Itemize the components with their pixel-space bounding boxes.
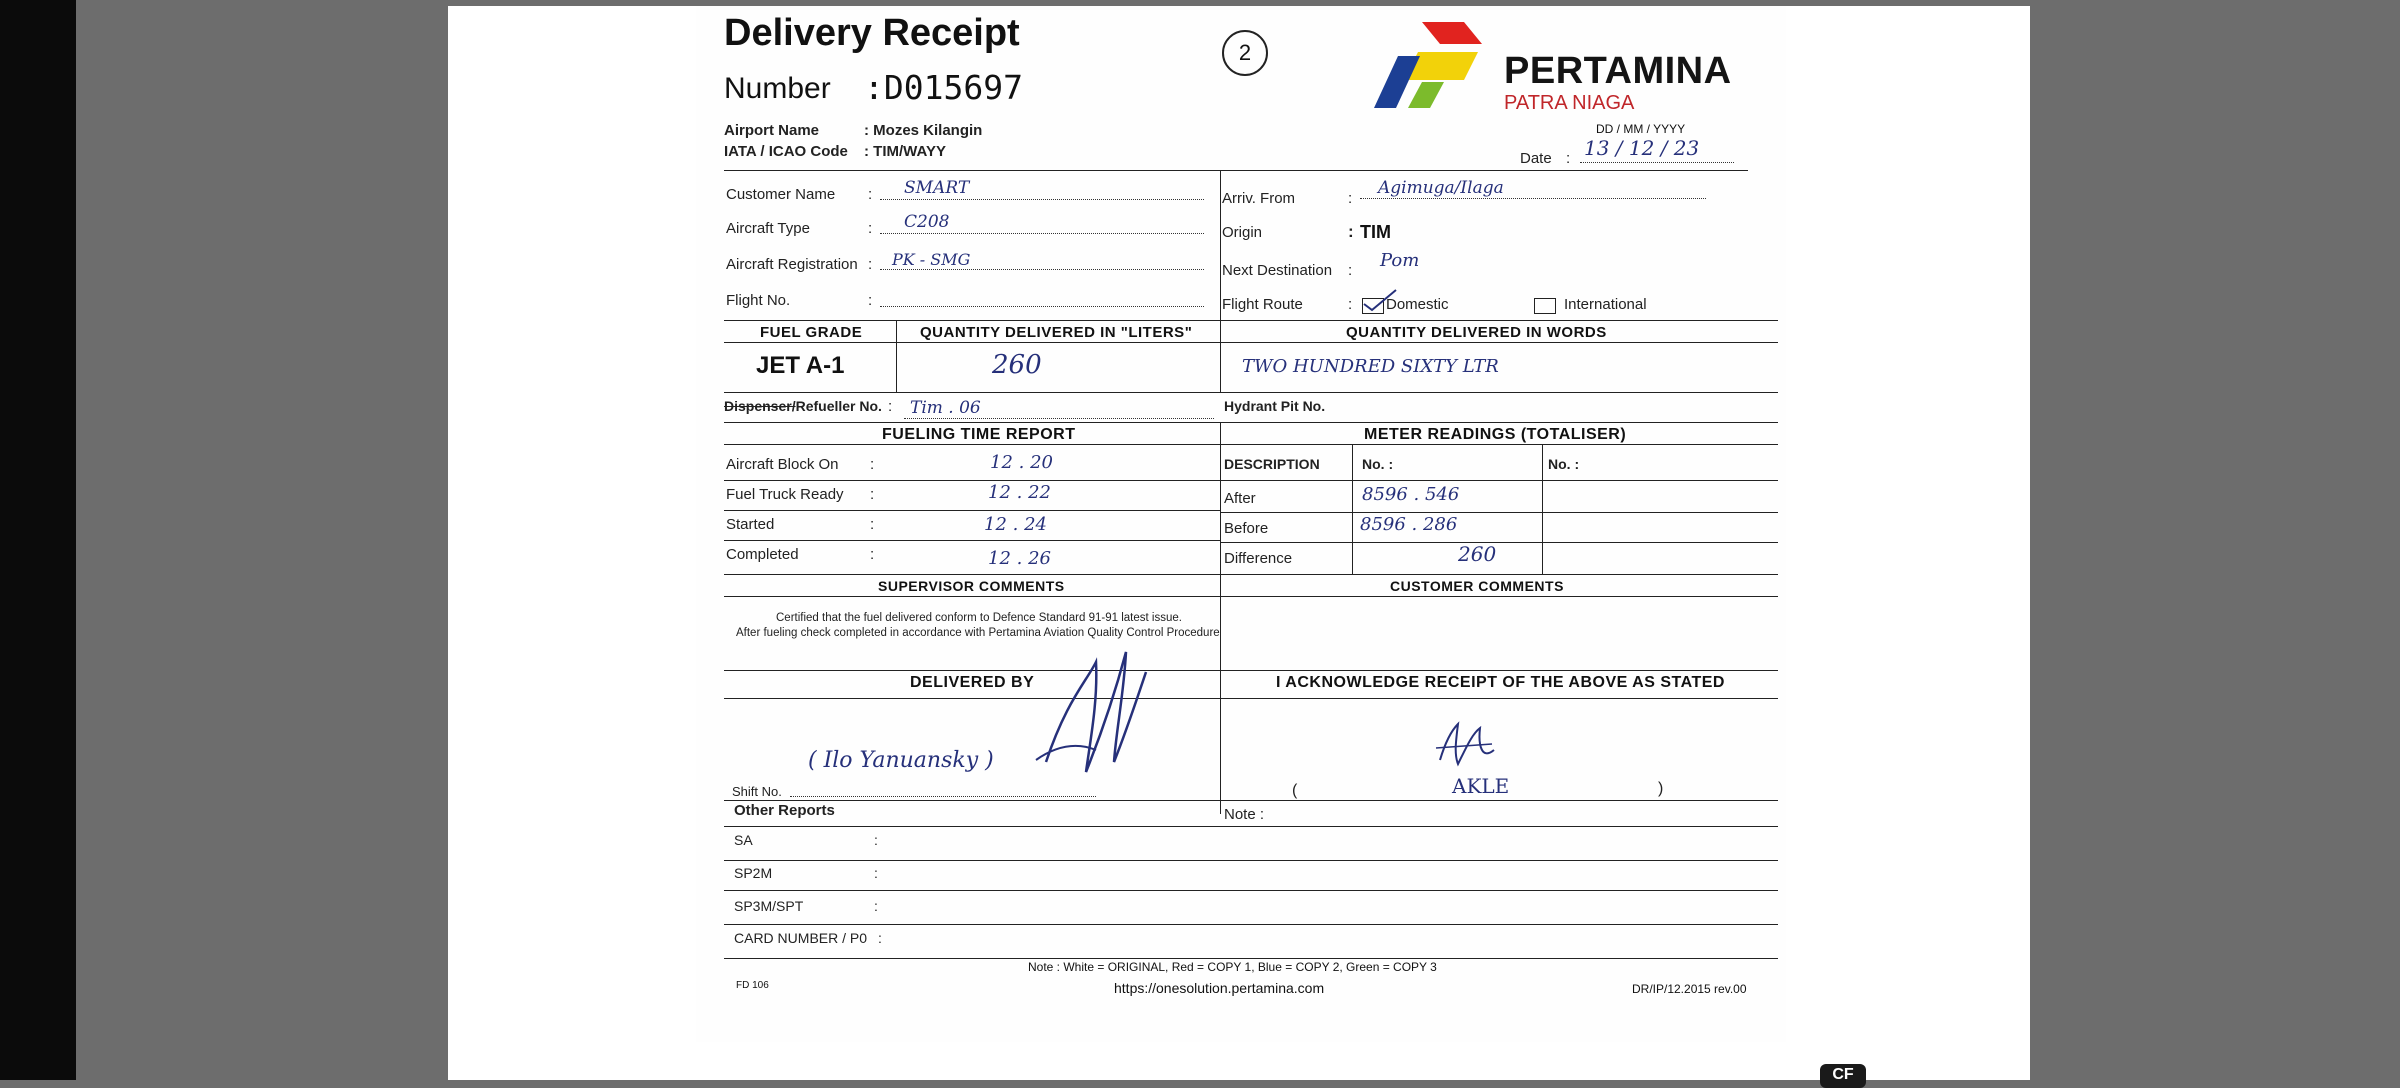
customer-signature-icon [1432, 720, 1502, 776]
qty-words-header: QUANTITY DELIVERED IN WORDS [1346, 324, 1607, 341]
report-row-colon: : [874, 865, 878, 881]
international-label: International [1564, 296, 1647, 313]
qty-liters-header: QUANTITY DELIVERED IN "LITERS" [920, 324, 1193, 341]
meter-col-no-2: No. : [1548, 456, 1580, 472]
meter-row-value: 8596 . 546 [1362, 484, 1460, 505]
meter-row-value: 260 [1458, 542, 1497, 566]
other-reports-label: Other Reports [734, 802, 835, 819]
meter-row-label: Before [1224, 520, 1269, 537]
dispenser-label [724, 398, 882, 414]
date-value: 13 / 12 / 23 [1584, 136, 1700, 160]
paren-close: ) [1658, 780, 1664, 797]
report-row-colon: : [878, 930, 882, 946]
footer-left: FD 106 [736, 980, 769, 991]
acknowledge-header: I ACKNOWLEDGE RECEIPT OF THE ABOVE AS STATED [1276, 674, 1725, 691]
viewer-badge[interactable]: CF [1820, 1064, 1866, 1088]
time-row-label: Completed [726, 546, 799, 563]
meter-row-label: Difference [1224, 550, 1293, 567]
report-row-label: SP2M [734, 865, 773, 881]
time-row-label: Started [726, 516, 775, 533]
footer-right: DR/IP/12.2015 rev.00 [1632, 982, 1747, 996]
report-row-label: SA [734, 832, 753, 848]
flight-route-label: Flight Route [1222, 296, 1303, 313]
aircraft-type-value: C208 [904, 212, 950, 232]
supervisor-comments-header: SUPERVISOR COMMENTS [878, 578, 1065, 594]
time-row-value: 12 . 26 [988, 548, 1051, 569]
time-row-value: 12 . 22 [988, 482, 1051, 503]
dispenser-value: Tim . 06 [910, 398, 981, 418]
aircraft-reg-value: PK - SMG [892, 250, 971, 269]
date-format: DD / MM / YYYY [1596, 122, 1686, 136]
receipt-number: :D015697 [864, 68, 1023, 107]
qty-liters-value: 260 [992, 350, 1042, 380]
meter-col-description: DESCRIPTION [1224, 456, 1320, 472]
flight-no-label: Flight No. [726, 292, 791, 309]
shift-label: Shift No. [732, 784, 782, 799]
report-row-label: CARD NUMBER / P0 [734, 930, 868, 946]
meter-row-label: After [1224, 490, 1256, 507]
date-label: Date [1520, 150, 1552, 167]
dispenser-label-struck: Dispenser/ [724, 398, 796, 414]
meter-col-no-1: No. : [1362, 456, 1394, 472]
meter-row-value: 8596 . 286 [1360, 514, 1458, 535]
paren-open: ( [1292, 782, 1298, 799]
delivery-receipt-scan: Delivery Receipt Number :D015697 2 PERTAMINA PATRA NIAGA Airport Name : Mozes Kilangin IATA / ICAO Code : TIM/WAYY DD / MM / YYYY Date : 13 / 12 / 23 Customer Name : SMART Aircraft Type : C208 Aircraft Registration : PK - SMG Flight No. : Arriv. From : Agimuga/Ilaga Origin : TIM Next Destination : Pom Flight Route : Domestic International FUEL GRADE QUANTITY DELIVERED IN "LITERS" QUANTITY DELIVERED IN WORDS JET A-1 260 TWO HUNDRED SIXTY LTR Dispenser/Refueller No. : Tim . 06 Hydrant Pit No. FUELING TIME REPORT METER READINGS (TOTALISER) Aircraft Block On : 12 . 20 Fuel Truck Ready : 12 . 22 Started : 12 . 24 Completed : 12 . 26 DESCRIPTION No. : No. : After 8596 . 546 Before 8596 . 286 Difference 260 SUPERVISOR COMMENTS CUSTOMER COMMENTS Certified that the fuel delivered conform to Defence Standard 91-91 latest issue. After fueling check completed in accordance with Pertamina Aviation Quality Control Procedure DELIVERED BY I ACKNOWLEDGE RECEIPT OF THE ABOVE AS STATED ( Ilo Yanuansky ) Shift No. AKLE ( ) Other Reports Note : SA : SP2M : SP3M/SPT : CARD NUMBER / P0 : Note : White = ORIGINAL, Red = COPY 1, Blue = COPY 2, Green = COPY 3 FD 106 https://onesolution.pertamina.com DR/IP/12.2015 rev.00 [696, 6, 1786, 1042]
date-dots [1580, 162, 1734, 163]
cert-line-2: After fueling check completed in accordance with Pertamina Aviation Quality Control Procedure [736, 627, 1220, 639]
domestic-label: Domestic [1386, 296, 1449, 313]
iata-label: IATA / ICAO Code [724, 143, 848, 160]
meter-header: METER READINGS (TOTALISER) [1364, 426, 1627, 443]
report-row-colon: : [874, 898, 878, 914]
arriv-from-label: Arriv. From [1222, 190, 1296, 207]
fueling-time-header: FUELING TIME REPORT [882, 426, 1076, 443]
next-dest-label: Next Destination [1222, 262, 1333, 279]
pertamina-logo-icon [1374, 22, 1486, 112]
aircraft-reg-label: Aircraft Registration [726, 256, 858, 273]
refueller-label: Refueller No. [795, 398, 882, 414]
time-row-label: Fuel Truck Ready [726, 486, 844, 503]
next-dest-value: Pom [1380, 250, 1420, 271]
footer-note: Note : White = ORIGINAL, Red = COPY 1, Blue = COPY 2, Green = COPY 3 [1028, 960, 1437, 974]
hydrant-label: Hydrant Pit No. [1224, 398, 1326, 414]
delivered-name: ( Ilo Yanuansky ) [808, 748, 994, 773]
international-checkbox[interactable] [1534, 298, 1556, 314]
customer-signature-name: AKLE [1452, 774, 1510, 798]
time-row-label: Aircraft Block On [726, 456, 839, 473]
time-row-value: 12 . 24 [984, 514, 1047, 535]
number-label: Number [724, 72, 831, 105]
cert-line-1: Certified that the fuel delivered conform to Defence Standard 91-91 latest issue. [776, 612, 1182, 624]
delivered-by-header: DELIVERED BY [910, 674, 1035, 691]
qty-words-value: TWO HUNDRED SIXTY LTR [1242, 356, 1499, 377]
time-row-value: 12 . 20 [990, 452, 1053, 473]
date-colon: : [1566, 150, 1571, 167]
brand-name: PERTAMINA [1504, 50, 1732, 92]
report-row-colon: : [874, 832, 878, 848]
footer-url: https://onesolution.pertamina.com [1114, 980, 1325, 996]
note-label: Note : [1224, 806, 1265, 823]
page-mark: 2 [1222, 30, 1268, 76]
brand-sub: PATRA NIAGA [1504, 92, 1635, 114]
customer-label: Customer Name [726, 186, 836, 203]
fuel-grade-header: FUEL GRADE [760, 324, 863, 341]
report-row-label: SP3M/SPT [734, 898, 804, 914]
iata-value: : TIM/WAYY [864, 143, 946, 160]
customer-comments-header: CUSTOMER COMMENTS [1390, 578, 1564, 594]
airport-value: : Mozes Kilangin [864, 122, 983, 139]
origin-label: Origin [1222, 224, 1263, 241]
aircraft-type-label: Aircraft Type [726, 220, 810, 237]
fuel-grade-value: JET A-1 [756, 352, 845, 379]
customer-value: SMART [904, 178, 970, 198]
arriv-from-value: Agimuga/Ilaga [1378, 178, 1504, 198]
airport-label: Airport Name [724, 122, 820, 139]
origin-value: TIM [1360, 222, 1391, 242]
receipt-title: Delivery Receipt [724, 12, 1020, 54]
delivered-signature-icon [1026, 642, 1156, 792]
viewer-left-bar [0, 0, 76, 1080]
